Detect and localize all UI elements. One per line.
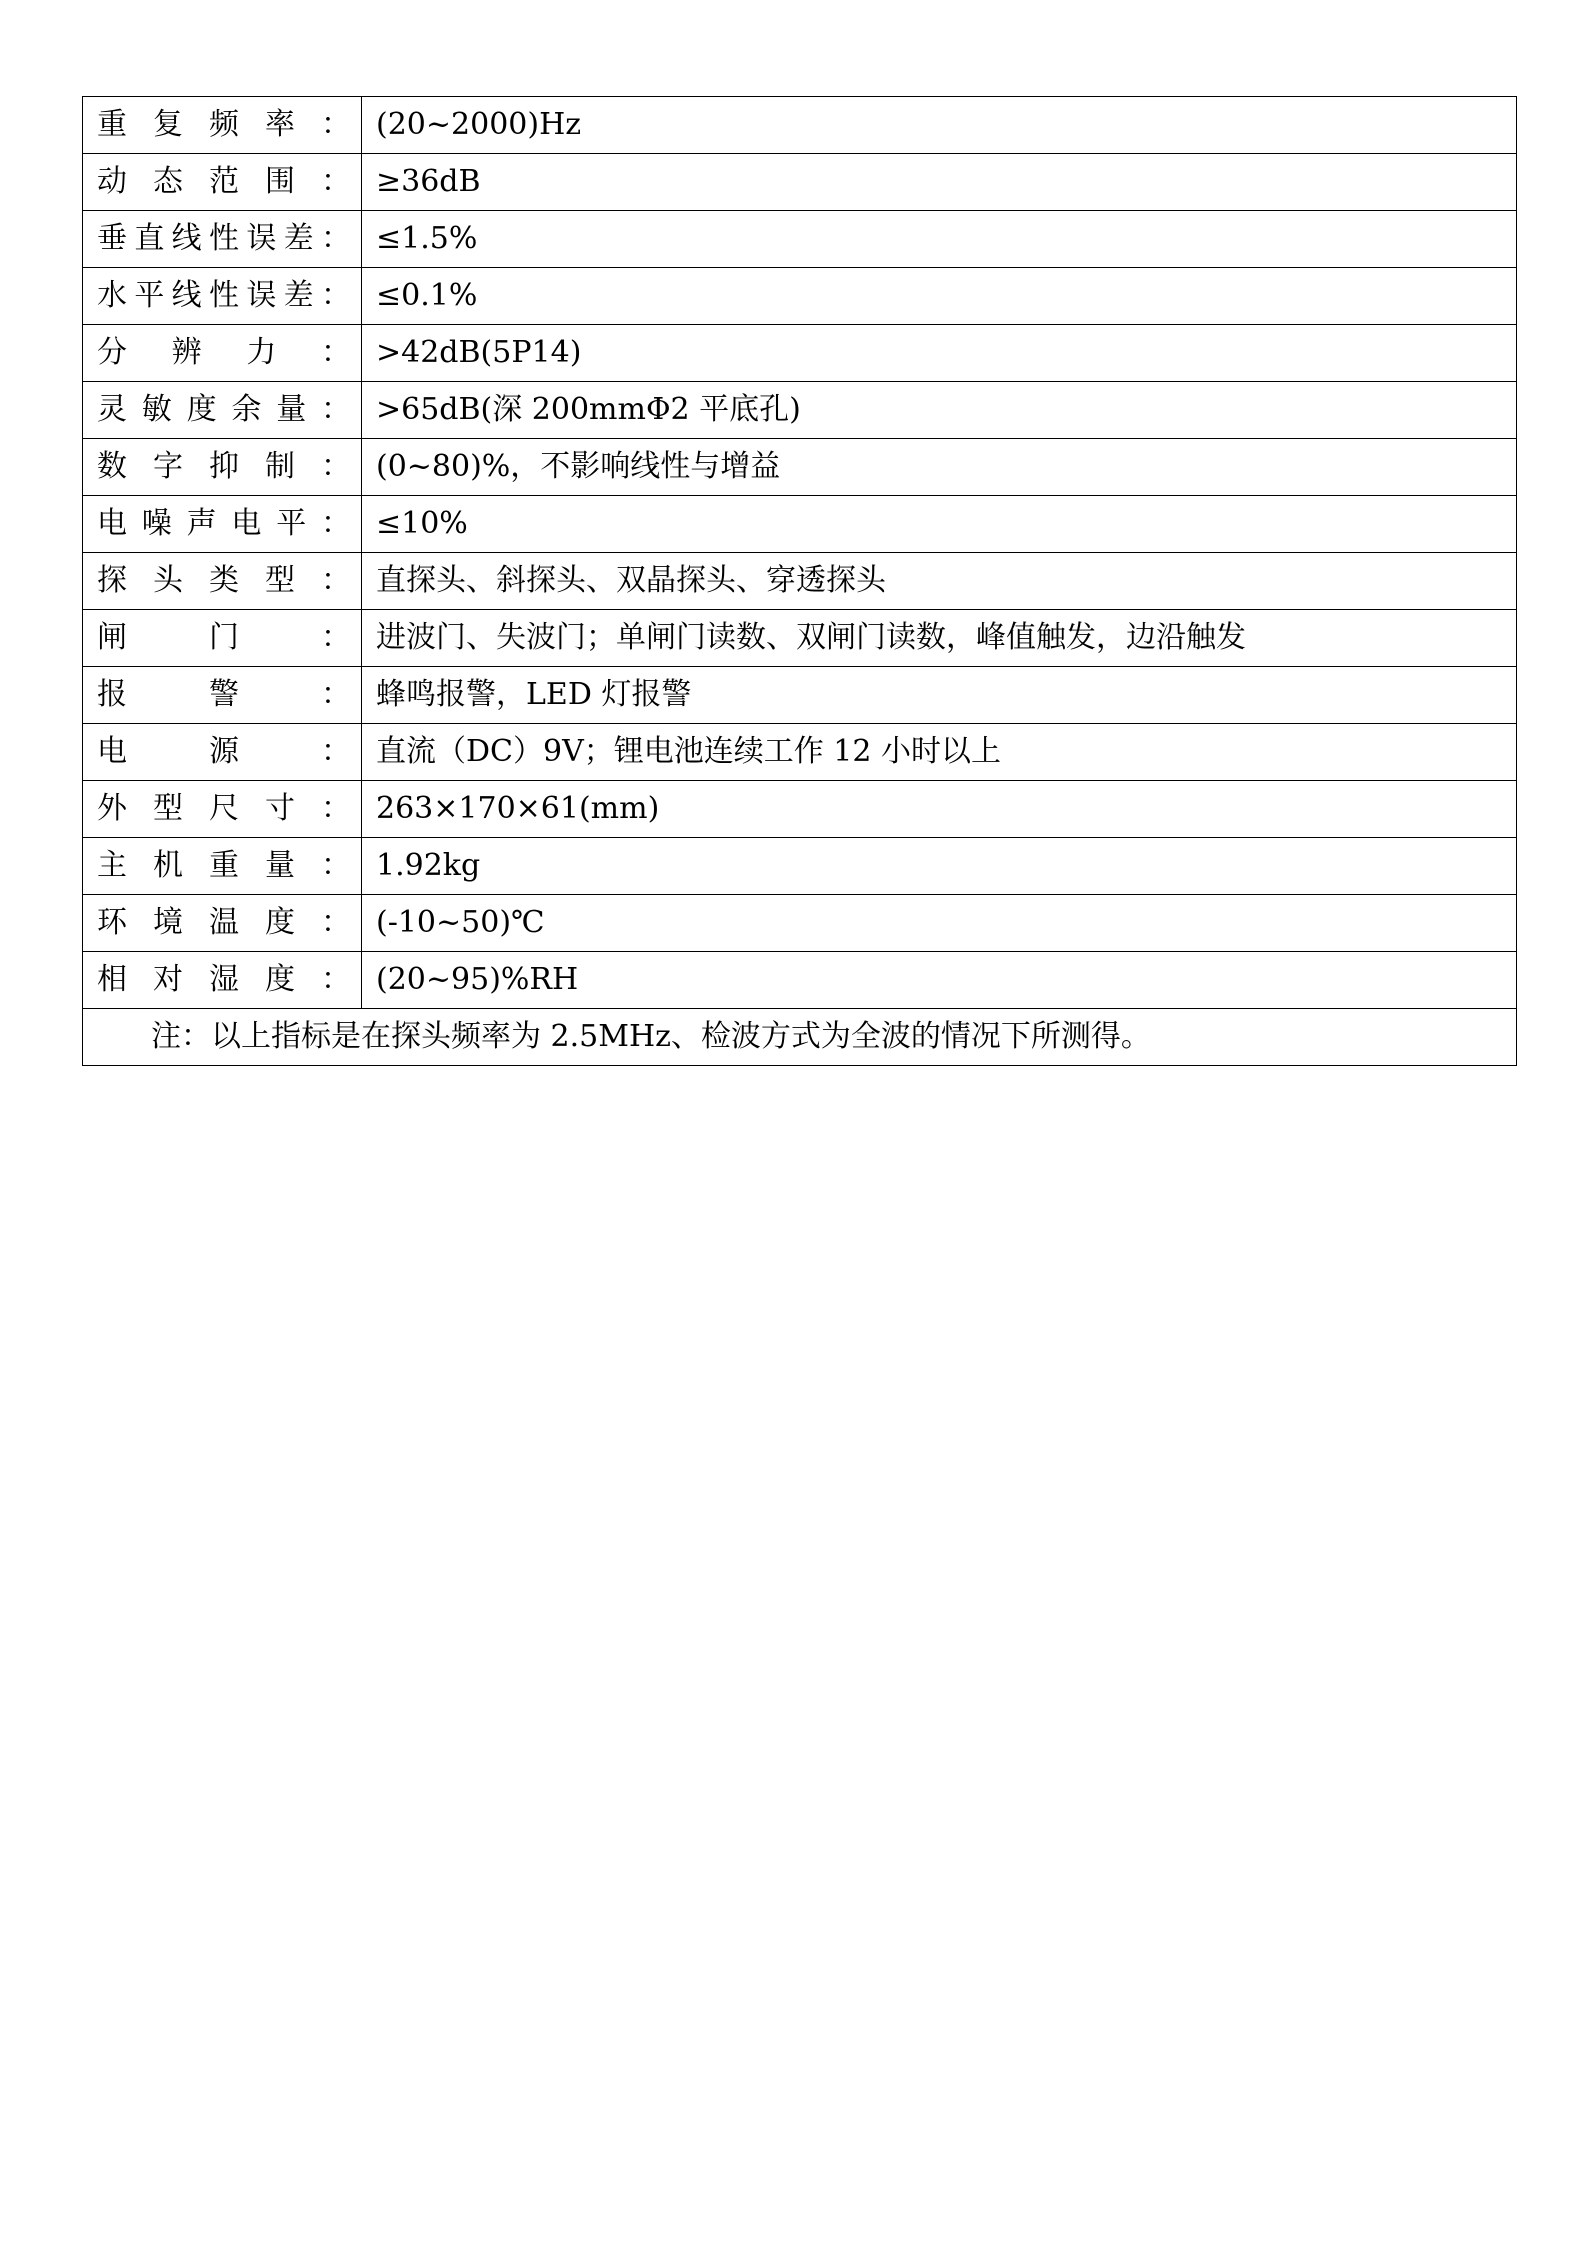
table-row (83, 952, 1517, 1009)
table-row (83, 97, 1517, 154)
spec-value: 1.92kg (376, 848, 481, 883)
spec-label: 数 字 抑 制 ： (97, 449, 351, 484)
spec-label-cell (83, 382, 362, 439)
spec-value: 直流（DC）9V；锂电池连续工作 12 小时以上 (376, 734, 1002, 769)
spec-label: 水平线性误差： (97, 278, 351, 313)
spec-value-cell (362, 553, 1517, 610)
spec-label-cell (83, 439, 362, 496)
table-row (83, 154, 1517, 211)
spec-label: 电 噪 声 电 平 ： (97, 506, 351, 541)
spec-value-cell (362, 838, 1517, 895)
spec-value: (-10~50)℃ (376, 905, 545, 940)
spec-label: 灵 敏 度 余 量 ： (97, 392, 351, 427)
spec-label-cell (83, 325, 362, 382)
spec-value-cell (362, 496, 1517, 553)
spec-label-cell (83, 895, 362, 952)
spec-label-cell (83, 724, 362, 781)
spec-label: 电 源 ： (97, 734, 351, 769)
spec-value-cell (362, 382, 1517, 439)
spec-label: 分 辨 力 ： (97, 335, 351, 370)
spec-value: ≤10% (376, 506, 468, 541)
table-row (83, 268, 1517, 325)
spec-value: 263×170×61(mm) (376, 791, 660, 826)
spec-value-cell (362, 268, 1517, 325)
spec-value: (20~2000)Hz (376, 107, 582, 142)
spec-value-cell (362, 781, 1517, 838)
spec-value: 进波门、失波门；单闸门读数、双闸门读数，峰值触发，边沿触发 (376, 620, 1246, 655)
spec-label-cell (83, 496, 362, 553)
spec-value-cell (362, 667, 1517, 724)
spec-value-cell (362, 211, 1517, 268)
spec-label-cell (83, 154, 362, 211)
spec-value: 蜂鸣报警，LED 灯报警 (376, 677, 692, 712)
spec-label: 报 警 ： (97, 677, 351, 712)
spec-value-cell (362, 610, 1517, 667)
spec-label: 相 对 湿 度 ： (97, 962, 351, 997)
spec-label: 主 机 重 量 ： (97, 848, 351, 883)
spec-value-cell (362, 439, 1517, 496)
table-row (83, 781, 1517, 838)
spec-value: (0~80)%，不影响线性与增益 (376, 449, 781, 484)
spec-label-cell (83, 781, 362, 838)
spec-value: ≥36dB (376, 164, 481, 199)
table-row (83, 724, 1517, 781)
spec-label-cell (83, 553, 362, 610)
note-row (83, 1009, 1517, 1066)
spec-label: 环 境 温 度 ： (97, 905, 351, 940)
spec-label-cell (83, 268, 362, 325)
spec-label: 动 态 范 围 ： (97, 164, 351, 199)
spec-value: ≤1.5% (376, 221, 478, 256)
table-row (83, 838, 1517, 895)
table-row (83, 610, 1517, 667)
spec-label: 探 头 类 型 ： (97, 563, 351, 598)
table-row (83, 439, 1517, 496)
spec-label: 重 复 频 率 ： (97, 107, 351, 142)
spec-value-cell (362, 895, 1517, 952)
table-row (83, 382, 1517, 439)
note-cell (83, 1009, 1517, 1066)
spec-value-cell (362, 325, 1517, 382)
spec-label: 闸 门 ： (97, 620, 351, 655)
spec-label-cell (83, 952, 362, 1009)
spec-label-cell (83, 667, 362, 724)
spec-label-cell (83, 838, 362, 895)
spec-table (82, 96, 1517, 1066)
spec-label-cell (83, 97, 362, 154)
spec-value: 直探头、斜探头、双晶探头、穿透探头 (376, 563, 886, 598)
spec-value-cell (362, 97, 1517, 154)
spec-label-cell (83, 211, 362, 268)
spec-label: 外 型 尺 寸 ： (97, 791, 351, 826)
spec-label-cell (83, 610, 362, 667)
table-row (83, 211, 1517, 268)
spec-value-cell (362, 724, 1517, 781)
table-row (83, 496, 1517, 553)
table-row (83, 553, 1517, 610)
spec-label: 垂直线性误差： (97, 221, 351, 256)
note-text: 注：以上指标是在探头频率为 2.5MHz、检波方式为全波的情况下所测得。 (151, 1019, 1151, 1054)
table-row (83, 667, 1517, 724)
spec-value-cell (362, 154, 1517, 211)
spec-value: ≤0.1% (376, 278, 478, 313)
spec-value: >42dB(5P14) (376, 335, 582, 370)
spec-value: >65dB(深 200mmΦ2 平底孔) (376, 392, 801, 427)
spec-value: (20~95)%RH (376, 962, 579, 997)
table-row (83, 895, 1517, 952)
table-row (83, 325, 1517, 382)
spec-value-cell (362, 952, 1517, 1009)
